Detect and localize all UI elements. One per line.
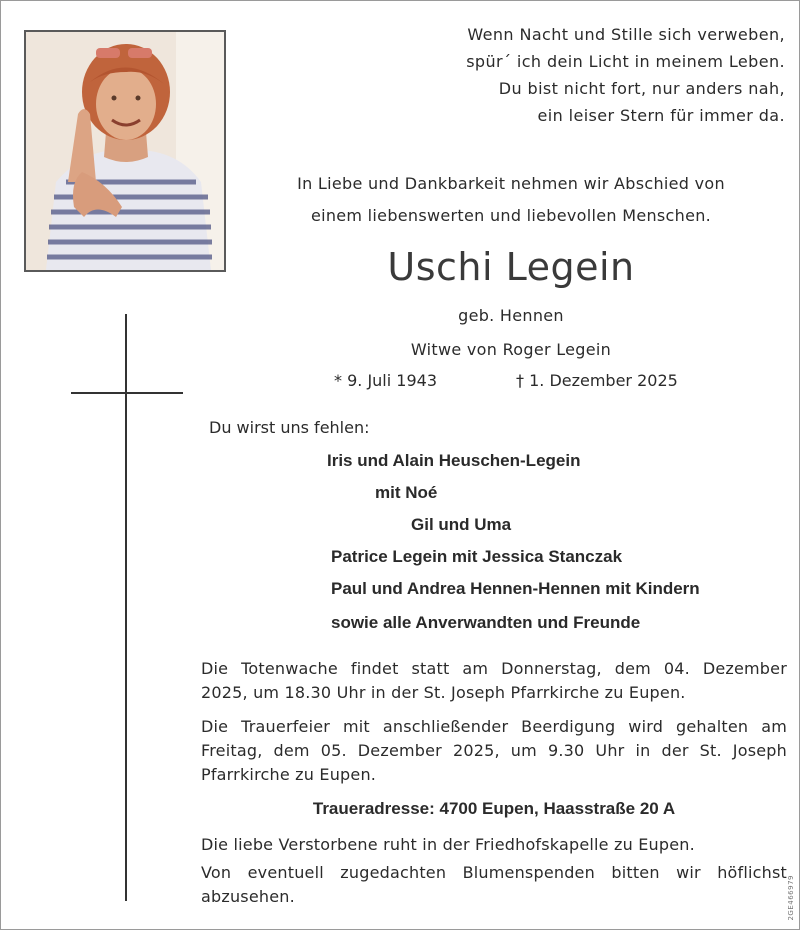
mourner-line: Iris und Alain Heuschen-Legein (327, 451, 581, 470)
intro-line: einem liebenswerten und liebevollen Menschen. (310, 206, 712, 225)
wake-line: Die Totenwache findet statt am Donnerstag, dem 04. Dezember (201, 659, 787, 678)
portrait-photo (24, 30, 226, 272)
maiden-name: geb. Hennen (458, 306, 564, 325)
deceased-name: Uschi Legein (387, 245, 635, 289)
funeral-line: Freitag, dem 05. Dezember 2025, um 9.30 Uhr in der St. Joseph (201, 741, 787, 760)
rest-info (201, 833, 787, 857)
ad-code: 2GE466979 (787, 875, 795, 921)
poem-line: ein leiser Stern für immer da. (537, 106, 785, 125)
mourning-address: Traueradresse: 4700 Eupen, Haasstraße 20 A (312, 799, 676, 818)
cross-horizontal (71, 392, 183, 394)
wake-info (201, 657, 787, 705)
intro-line: In Liebe und Dankbarkeit nehmen wir Abschied von (297, 174, 725, 193)
cross-vertical (125, 314, 127, 901)
poem-line: Wenn Nacht und Stille sich verweben, (467, 25, 785, 44)
wake-line: 2025, um 18.30 Uhr in der St. Joseph Pfarrkirche zu Eupen. (201, 683, 686, 702)
rest-line: Die liebe Verstorbene ruht in der Friedhofskapelle zu Eupen. (201, 835, 695, 854)
flowers-line: Von eventuell zugedachten Blumenspenden bitten wir höflichst (201, 863, 787, 882)
mourner-line: mit Noé (375, 483, 438, 502)
intro-text (241, 168, 781, 232)
flowers-info (201, 861, 787, 909)
mourner-line: Gil und Uma (411, 515, 512, 534)
mourner-line: Patrice Legein mit Jessica Stanczak (331, 547, 623, 566)
poem-line: spür´ ich dein Licht in meinem Leben. (466, 52, 785, 71)
funeral-line: Die Trauerfeier mit anschließender Beerdigung wird gehalten am (201, 717, 787, 736)
mourner-line: Paul und Andrea Hennen-Hennen mit Kindern (331, 579, 700, 598)
widow-of: Witwe von Roger Legein (410, 340, 612, 359)
portrait-image (26, 32, 224, 270)
funeral-info (201, 715, 787, 787)
funeral-line: Pfarrkirche zu Eupen. (201, 765, 377, 784)
death-date: † 1. Dezember 2025 (516, 371, 678, 390)
poem (365, 21, 785, 129)
mourner-line: sowie alle Anverwandten und Freunde (331, 613, 641, 632)
miss-text: Du wirst uns fehlen: (209, 418, 370, 437)
flowers-line: abzusehen. (201, 887, 295, 906)
poem-line: Du bist nicht fort, nur anders nah, (498, 79, 785, 98)
birth-date: * 9. Juli 1943 (334, 371, 437, 390)
